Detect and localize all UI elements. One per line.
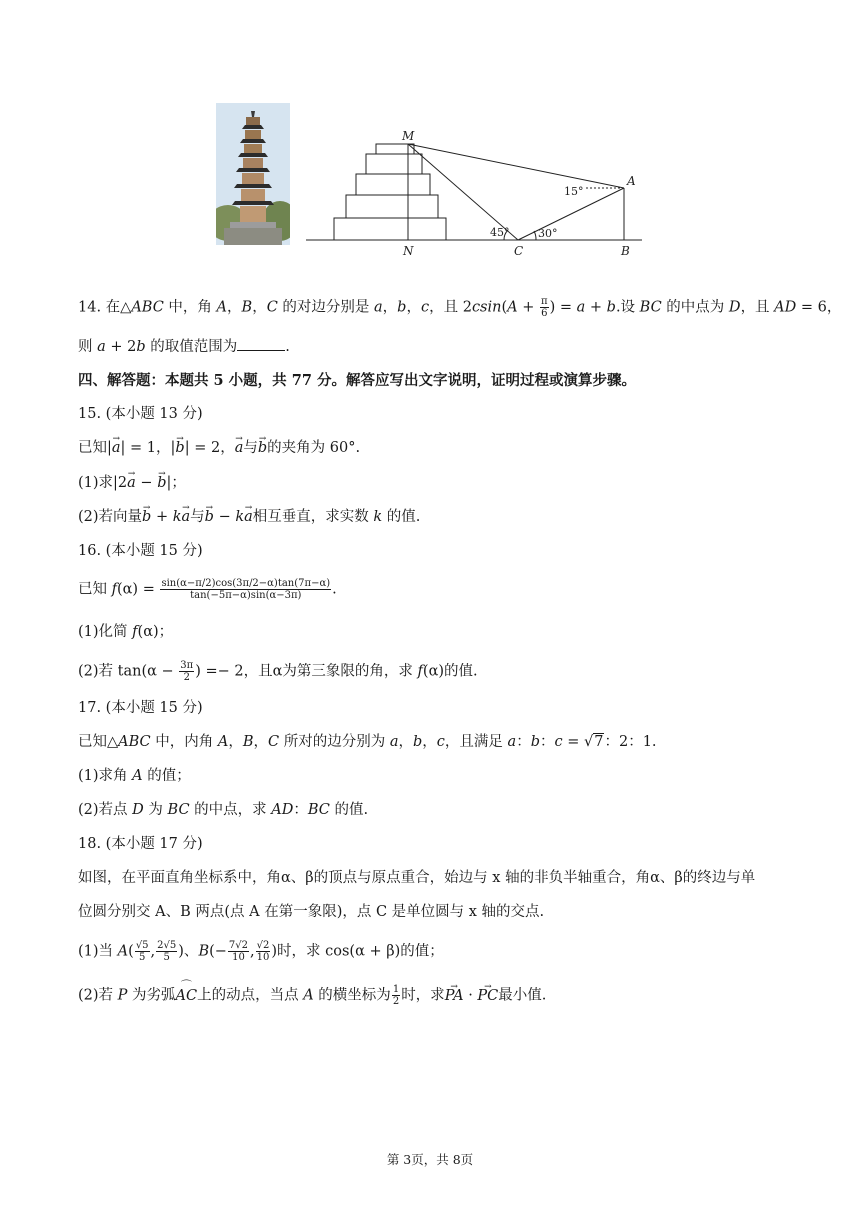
- fraction-3pi-over-2: $\frac{3\pi}{2}$: [180, 660, 194, 683]
- q16-fraction: $\frac{\sin(\alpha-\pi/2)\cos(3\pi/2-\alpha)\tan(7\pi-\alpha)}{\tan(-5\pi-\alpha)\sin(\alpha-3\pi)}$: [161, 578, 331, 601]
- problem-13-figure: [214, 100, 654, 260]
- fraction-7sqrt2-over-10: $\frac{7√2}{10}$: [228, 940, 249, 963]
- q18-part1: (1)当 A( $\frac{√5}{5}$ , $\frac{2√5}{5}$ )、B(− $\frac{7√2}{10}$ , $\frac{√2}{10}$ )时，求 cos(α + β)的值；: [78, 940, 444, 963]
- q17-given: 已知△ABC 中，内角 A，B，C 所对的边分别为 a，b，c，且满足 a：b：c = √7：2：1.: [78, 734, 657, 750]
- label-N: N: [403, 244, 414, 258]
- q15-given: 已知|→ a| = 1，|→ b| = 2，→ a与→ b的夹角为 60°.: [78, 438, 360, 458]
- q16-given: 已知 f(α) = $\frac{\sin(\alpha-\pi/2)\cos(3\pi/2-\alpha)\tan(7\pi-\alpha)}{\tan(-5\pi-\alpha)\sin(\alpha-3\pi)}$ .: [78, 578, 337, 601]
- q18-heading: 18. (本小题 17 分): [78, 836, 203, 852]
- q16-heading: 16. (本小题 15 分): [78, 543, 203, 559]
- fraction-one-half: $\frac{1}{2}$: [392, 984, 400, 1007]
- label-C: C: [514, 244, 524, 258]
- q17-part1: (1)求角 A 的值；: [78, 768, 191, 784]
- answer-blank[interactable]: [237, 336, 285, 351]
- pagoda-photo: [216, 103, 290, 245]
- q17-heading: 17. (本小题 15 分): [78, 700, 203, 716]
- label-M: M: [402, 129, 415, 143]
- label-B: B: [621, 244, 630, 258]
- fraction-pi-over-6: $\frac{\pi}{6}$: [541, 296, 548, 319]
- q18-text-line2: 位圆分别交 A、B 两点(点 A 在第一象限)，点 C 是单位圆与 x 轴的交点.: [78, 904, 545, 920]
- fraction-sqrt2-over-10: $\frac{√2}{10}$: [256, 940, 270, 963]
- label-angle-45: 45°: [490, 226, 510, 239]
- height-measurement-diagram: [304, 100, 649, 260]
- q16-part1: (1)化简 f(α)；: [78, 624, 174, 640]
- label-A: A: [627, 174, 636, 188]
- section-4-heading: 四、解答题：本题共 5 小题，共 77 分。解答应写出文字说明，证明过程或演算步骤。: [78, 372, 636, 389]
- fraction-2sqrt5-over-5: $\frac{2√5}{5}$: [157, 940, 177, 963]
- q15-part1: (1)求|2→ a − → b|；: [78, 473, 186, 493]
- q16-part2: (2)若 tan(α − $\frac{3\pi}{2}$ ) =− 2，且α为第三象限的角，求 f(α)的值.: [78, 660, 478, 683]
- fraction-sqrt5-over-5: $\frac{√5}{5}$: [135, 940, 149, 963]
- page-number: 第 3页，共 8页: [386, 1152, 474, 1167]
- q15-heading: 15. (本小题 13 分): [78, 406, 203, 422]
- q14-line1: 14. 在△ABC 中，角 A，B，C 的对边分别是 a，b，c，且 2csin(A + $\frac{\pi}{6}$ ) = a + b.设 BC 的中点为 D，且 AD = 6，: [78, 296, 842, 319]
- q17-part2: (2)若点 D 为 BC 的中点，求 AD：BC 的值.: [78, 802, 369, 818]
- label-angle-15: 15°: [564, 185, 584, 198]
- q15-part2: (2)若向量→ b + k→ a与→ b − k→ a相互垂直，求实数 k 的值.: [78, 507, 420, 527]
- label-angle-30: 30°: [538, 227, 558, 240]
- q18-text-line1: 如图，在平面直角坐标系中，角α、β的顶点与原点重合，始边与 x 轴的非负半轴重合，角α、β的终边与单: [78, 870, 756, 886]
- q18-part2: (2)若 P 为劣弧⌒ AC上的动点，当点 A 的横坐标为 $\frac{1}{2}$ 时，求→ PA · → PC最小值.: [78, 984, 546, 1007]
- q14-line2: 则 a + 2b 的取值范围为 .: [78, 336, 290, 357]
